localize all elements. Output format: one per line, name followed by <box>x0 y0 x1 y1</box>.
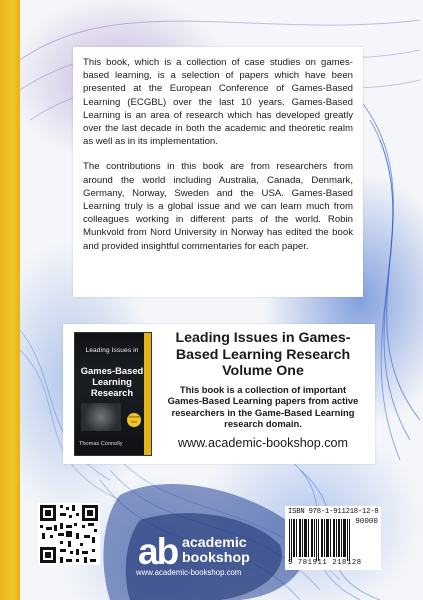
academic-bookshop-logo-mark: ab <box>138 531 178 572</box>
logo-url[interactable]: www.academic-bookshop.com <box>136 568 242 577</box>
barcode-digits: 9 781911 218128 <box>288 559 362 567</box>
related-book-cover <box>74 332 152 456</box>
description-paragraph: This book, which is a collection of case studies on games-based learning, is a selection of papers which have been presented at the European Conference of Games-Based Learning (ECGBL) over the last 10 years. Games-Based Learning is an area of research which has developed greatly over the last decade in both the academic and theoretic realm as well as in its implementation. <box>83 57 353 148</box>
volume-badge: Volume One <box>127 413 141 427</box>
isbn-number: ISBN 978-1-911218-12-8 <box>288 508 379 516</box>
isbn-barcode <box>285 506 381 570</box>
advert-title: Leading Issues in Games-Based Learning Research Volume One <box>175 330 351 379</box>
book-spine-edge <box>0 0 20 600</box>
cover-image <box>81 403 121 431</box>
logo-word-bookshop: bookshop <box>182 550 250 566</box>
cover-small-title: Leading Issues in <box>85 347 139 354</box>
advert-url[interactable]: www.academic-bookshop.com <box>177 436 349 450</box>
description-panel <box>73 47 363 297</box>
related-book-advert <box>63 324 375 464</box>
logo-word-academic: academic <box>182 535 247 551</box>
barcode-price-code: 90000 <box>355 518 378 526</box>
cover-big-title: Games-Based Learning Research <box>80 365 144 398</box>
cover-author: Thomas Connolly <box>79 441 123 447</box>
advert-text: This book is a collection of important Games-Based Learning papers from active researchers in the Game-Based Learning research domain. <box>167 384 359 430</box>
description-paragraph: The contributions in this book are from researchers from around the world including Australia, Canada, Denmark, Germany, Norway, Sweden and the USA. Games-Based Learning truly is a global issue and we can learn much from colleagues working in different parts of the world. Robin Munkvold from Nord University in Norway has edited the book and provided insightful commentaries for each paper. <box>83 161 353 252</box>
qr-code-icon[interactable] <box>38 503 100 565</box>
barcode-bars <box>288 519 352 561</box>
